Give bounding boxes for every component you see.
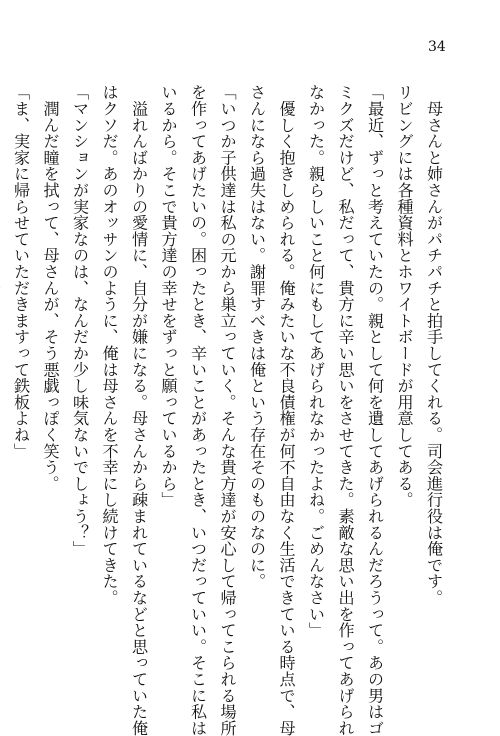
text-line: 「最近、ずっと考えていたの。親として何を遺してあげられるんだろうって。あの男はゴ: [365, 84, 384, 736]
text-line: [0, 84, 6, 678]
text-line: 母さんと姉さんがパチパチと拍手してくれる。司会進行役は俺です。: [424, 84, 443, 606]
text-line: 潤んだ瞳を拭って、母さんが、そう悪戯っぽく笑う。: [40, 84, 60, 492]
text-line: 「ま、実家に帰らせていただきますって鉄板よね」: [11, 84, 30, 459]
text-line: はクソだ。あのオッサンのように、俺は母さんを不幸にし続けてきた。: [99, 84, 119, 606]
text-line: 優しく抱きしめられる。俺みたいな不良債権が何不自由なく生活できている時点で、母: [276, 84, 296, 736]
text-line: なかった。親らしいこと何にもしてあげられなかったよね。ごめんなさい」: [306, 84, 325, 639]
vertical-text-body: [11, 84, 448, 736]
text-line: さんになら過失はない。謝罪すべきは俺という存在そのものなのに。: [247, 84, 266, 590]
text-line: 溢れんばかりの愛情に、自分が嫌になる。母さんから疎まれているなどと思っていた俺: [129, 84, 148, 736]
text-line: 「マンションが実家なのは、なんだか少し味気ないでしょう？」: [70, 84, 89, 557]
text-line: ミクズだけど、私だって、貴方に辛い思いをさせてきた。素敵な思い出を作ってあげられ: [335, 84, 355, 736]
page-number: 34: [428, 39, 446, 55]
text-line: いるから。そこで貴方達の幸せをずっと願っているから」: [158, 84, 178, 508]
text-line: リビングには各種資料とホワイトボードが用意してある。: [394, 84, 414, 508]
text-line: 「いつか子供達は私の元から巣立っていく。そんな貴方達が安心して帰ってこられる場所: [217, 84, 237, 736]
text-line: を作ってあげたいの。困ったとき、辛いことがあったとき、いつだっていい。そこに私は: [188, 84, 207, 736]
